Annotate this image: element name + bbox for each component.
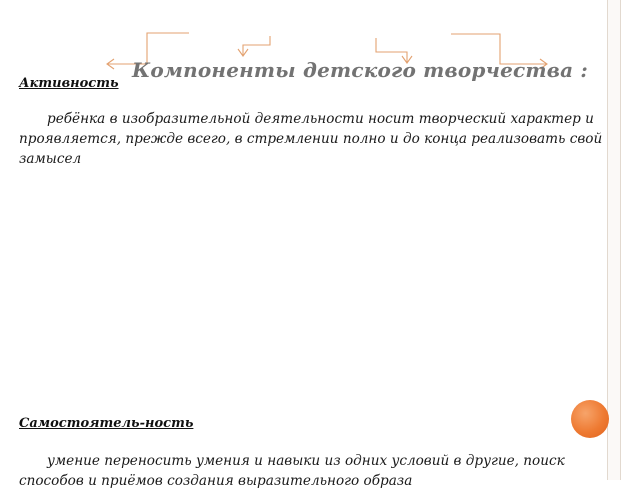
section-text-independence: умение переносить умения и навыки из одних условий в другие, поиск способов и приёмов создания выразительного образа	[19, 453, 565, 489]
section-heading-independence: Самостоятель-ность	[19, 416, 194, 431]
section-text-activity: ребёнка в изобразительной деятельности носит творческий характер и проявляется, прежде всего, в стремлении полно и до конца реализовать свой замысел	[19, 111, 603, 167]
slide-title: Компоненты детского творчества :	[132, 58, 589, 82]
connector-line-2	[243, 36, 270, 55]
orange-circle-decoration	[571, 400, 609, 438]
section-heading-activity: Активность	[19, 76, 119, 91]
